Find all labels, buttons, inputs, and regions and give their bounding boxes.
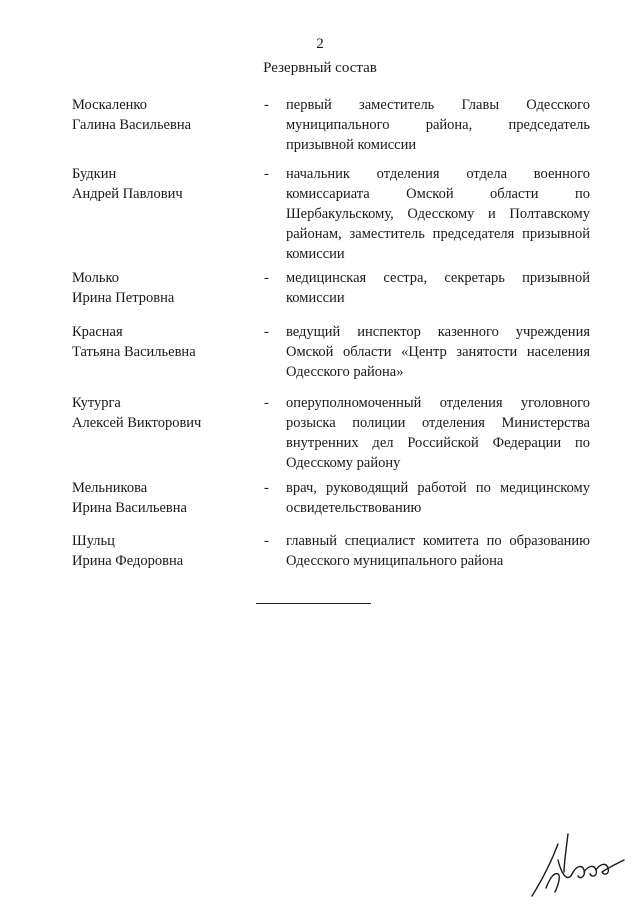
member-given-name: Галина Васильевна [72,117,192,133]
member-given-name: Татьяна Васильевна [72,344,196,360]
member-name [72,322,252,362]
member-dash: - [264,166,269,182]
page-title: Резервный состав [263,60,377,76]
member-dash: - [264,324,269,340]
member-dash: - [264,533,269,549]
member-name [72,95,252,135]
member-dash: - [264,97,269,113]
member-name [72,268,252,308]
page-number: 2 [316,36,324,52]
member-dash: - [264,480,269,496]
end-divider [256,603,371,604]
member-dash: - [264,270,269,286]
member-role: первый заместитель Главы Одесского муниципального района, председатель призывной комиссии [286,97,590,153]
member-name [72,478,252,518]
member-given-name: Ирина Петровна [72,290,175,306]
member-role: оперуполномоченный отделения уголовного розыска полиции отделения Министерства внутренних дел Российской Федерации по Одесскому району [286,395,590,471]
member-role: ведущий инспектор казенного учреждения Омской области «Центр занятости населения Одесского района» [286,324,590,380]
member-role: медицинская сестра, секретарь призывной комиссии [286,270,590,306]
member-surname: Будкин [72,166,117,182]
member-role: главный специалист комитета по образованию Одесского муниципального района [286,533,590,569]
member-name [72,164,252,204]
member-surname: Кутурга [72,395,121,411]
member-surname: Мельникова [72,480,148,496]
member-role: начальник отделения отдела военного комиссариата Омской области по Шербакульскому, Одесскому и Полтавскому районам, заместитель председателя призывной комиссии [286,166,590,262]
member-given-name: Андрей Павлович [72,186,183,202]
member-given-name: Алексей Викторович [72,415,202,431]
member-given-name: Ирина Васильевна [72,500,187,516]
member-surname: Шульц [72,533,115,549]
handwritten-signature-icon [528,830,628,900]
member-name [72,393,252,433]
member-role: врач, руководящий работой по медицинскому освидетельствованию [286,480,590,516]
member-given-name: Ирина Федоровна [72,553,184,569]
member-dash: - [264,395,269,411]
member-name [72,531,252,571]
member-surname: Москаленко [72,97,147,113]
member-surname: Красная [72,324,123,340]
member-surname: Молько [72,270,119,286]
